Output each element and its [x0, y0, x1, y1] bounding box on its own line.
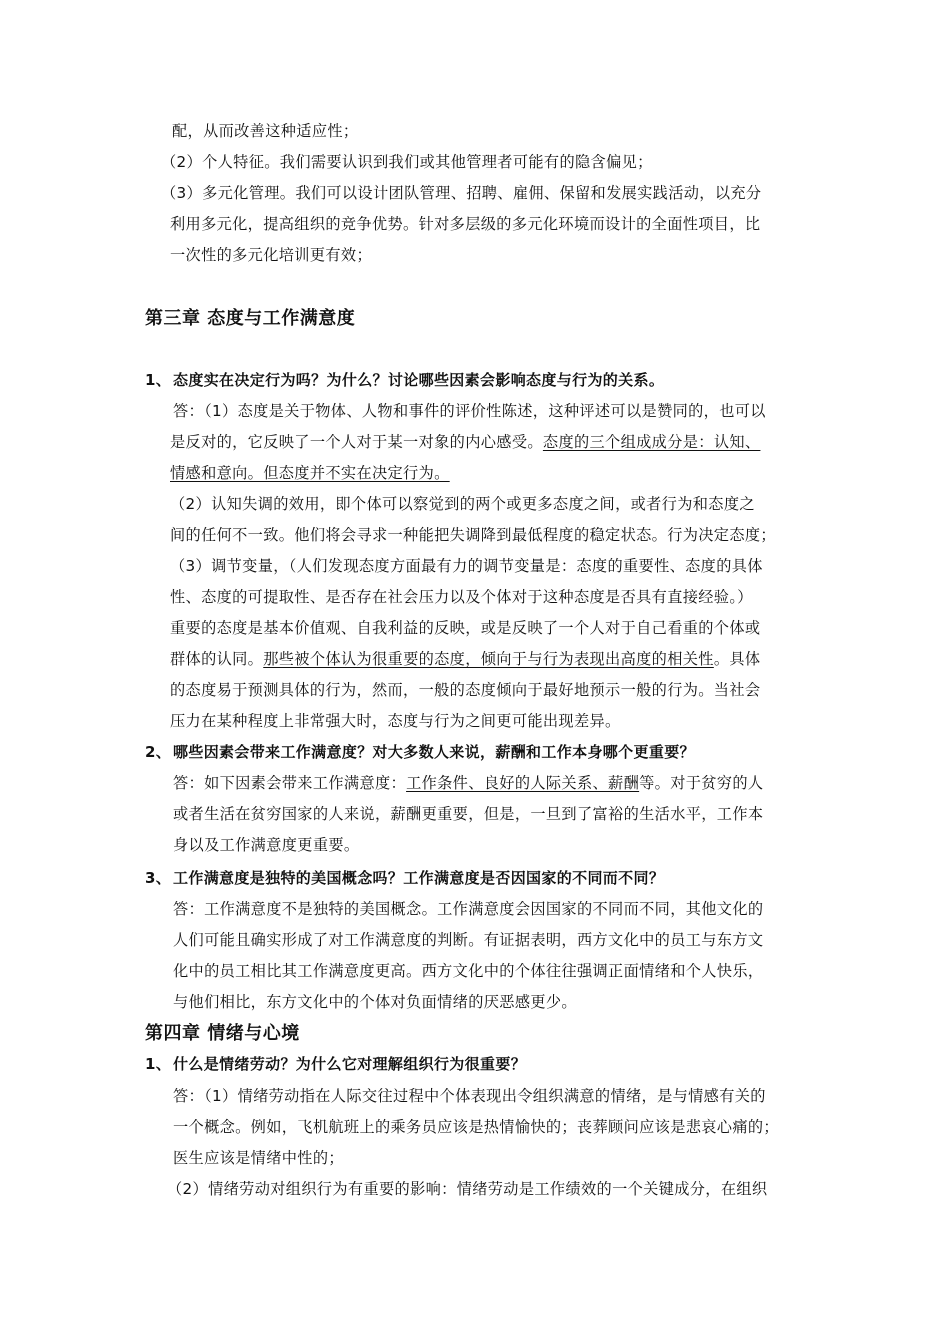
text-line: 重要的态度是基本价值观、自我利益的反映，或是反映了一个人对于自己看重的个体或	[170, 619, 761, 637]
question-2	[145, 742, 695, 762]
question-number: 2、	[145, 743, 172, 761]
text-span: 群体的认同。	[170, 650, 264, 668]
underlined-text: 工作条件、良好的人际关系、薪酬	[406, 774, 640, 792]
question-4	[145, 1054, 526, 1074]
text-span: 等。对于贫穷的人	[639, 774, 764, 792]
text-line: 或者生活在贫穷国家的人来说，薪酬更重要，但是，一旦到了富裕的生活水平，工作本	[173, 805, 764, 823]
text-line: 一次性的多元化培训更有效；	[170, 246, 372, 264]
text-line: 压力在某种程度上非常强大时，态度与行为之间更可能出现差异。	[170, 712, 621, 730]
text-line: 答：（1）情绪劳动指在人际交往过程中个体表现出令组织满意的情绪，是与情感有关的	[173, 1087, 766, 1105]
text-line: 配，从而改善这种适应性；	[172, 122, 359, 140]
underlined-text: 态度的三个组成成分是：认知、	[542, 433, 761, 451]
text-line	[173, 773, 763, 793]
chapter-4-heading: 第四章 情绪与心境	[145, 1023, 300, 1044]
text-line: 一个概念。例如，飞机航班上的乘务员应该是热情愉快的；丧葬顾问应该是悲哀心痛的；	[173, 1118, 779, 1136]
underlined-text: 情感和意向。但态度并不实在决定行为。	[170, 464, 450, 482]
question-text: 工作满意度是独特的美国概念吗？工作满意度是否因国家的不同而不同？	[173, 869, 665, 887]
text-line: 人们可能且确实形成了对工作满意度的判断。有证据表明，西方文化中的员工与东方文	[173, 931, 764, 949]
text-line: 利用多元化，提高组织的竞争优势。针对多层级的多元化环境而设计的全面性项目，比	[170, 215, 761, 233]
question-text: 态度实在决定行为吗？为什么？讨论哪些因素会影响态度与行为的关系。	[173, 371, 665, 389]
text-line: （2）情绪劳动对组织行为有重要的影响：情绪劳动是工作绩效的一个关键成分，在组织	[167, 1180, 768, 1198]
text-line: 间的任何不一致。他们将会寻求一种能把失调降到最低程度的稳定状态。行为决定态度；	[170, 526, 776, 544]
text-line	[170, 432, 760, 452]
question-1	[145, 370, 664, 390]
text-line: 答：（1）态度是关于物体、人物和事件的评价性陈述，这种评述可以是赞同的，也可以	[173, 402, 766, 420]
text-line: 性、态度的可提取性、是否存在社会压力以及个体对于这种态度是否具有直接经验。）	[170, 588, 753, 606]
chapter-3-heading: 第三章 态度与工作满意度	[145, 308, 356, 329]
text-line: （2）认知失调的效用，即个体可以察觉到的两个或更多态度之间，或者行为和态度之	[170, 495, 755, 513]
text-line: 身以及工作满意度更重要。	[173, 836, 360, 854]
text-line: （3）多元化管理。我们可以设计团队管理、招聘、雇佣、保留和发展实践活动，以充分	[161, 184, 762, 202]
question-number: 1、	[145, 371, 172, 389]
text-line: （2）个人特征。我们需要认识到我们或其他管理者可能有的隐含偏见；	[161, 153, 653, 171]
text-span: 答：如下因素会带来工作满意度：	[173, 774, 407, 792]
text-line: 化中的员工相比其工作满意度更高。西方文化中的个体往往强调正面情绪和个人快乐，	[173, 962, 764, 980]
text-line: （3）调节变量，（人们发现态度方面最有力的调节变量是：态度的重要性、态度的具体	[170, 557, 763, 575]
question-text: 哪些因素会带来工作满意度？对大多数人来说，薪酬和工作本身哪个更重要？	[173, 743, 695, 761]
question-3	[145, 868, 664, 888]
question-text: 什么是情绪劳动？为什么它对理解组织行为很重要？	[173, 1055, 527, 1073]
text-line	[170, 463, 450, 483]
text-line: 答：工作满意度不是独特的美国概念。工作满意度会因国家的不同而不同，其他文化的	[173, 900, 764, 918]
question-number: 1、	[145, 1055, 172, 1073]
text-span: 是反对的，它反映了一个人对于某一对象的内心感受。	[170, 433, 543, 451]
text-line: 的态度易于预测具体的行为，然而，一般的态度倾向于最好地预示一般的行为。当社会	[170, 681, 761, 699]
underlined-text: 那些被个体认为很重要的态度，倾向于与行为表现出高度的相关性	[263, 650, 714, 668]
question-number: 3、	[145, 869, 172, 887]
text-span: 。具体	[713, 650, 761, 668]
text-line: 医生应该是情绪中性的；	[173, 1149, 344, 1167]
text-line: 与他们相比，东方文化中的个体对负面情绪的厌恶感更少。	[173, 993, 577, 1011]
text-line	[170, 649, 760, 669]
